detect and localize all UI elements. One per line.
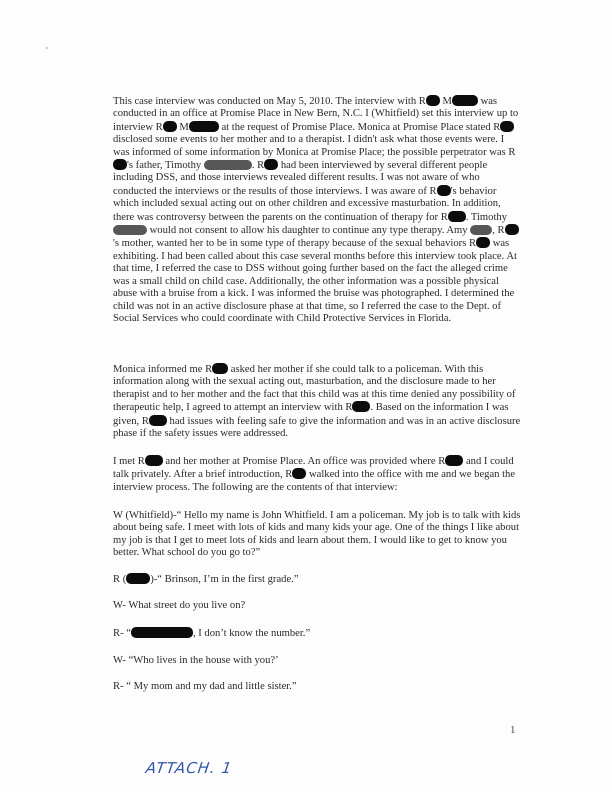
interview-line-school — [113, 573, 523, 585]
redaction-mark — [445, 455, 463, 466]
text-run: . Based on the information I was given, R — [113, 402, 509, 427]
text-run: R ( — [113, 574, 127, 585]
text-run: W- What street do you live on? — [113, 600, 246, 611]
redaction-mark — [126, 573, 150, 584]
text-run: M — [439, 96, 452, 107]
text-run: . R — [251, 160, 265, 172]
text-run: W (Whitfield)-“ Hello my name is John Whitfield. I am a policeman. My job is to talk with kids about being safe. I meet with lots of kids and many kids your age. One of the things I like about my job is that I get to meet lots of kids and learn about them. I would like to get to know you better. What school do you go to?” — [113, 510, 521, 559]
text-run: had been interviewed by several different people including DSS, and those interviews revealed different results. I was not aware of who conducted the interviews or the results of those interviews. I was aware of R — [113, 160, 488, 197]
interview-line-street-question — [113, 600, 523, 611]
redaction-mark — [448, 211, 466, 222]
text-run: 's behavior which included sexual acting out on other children and excessive masturbation. In addition, there was controversy between the parents on the continuation of therapy for R — [113, 185, 501, 223]
text-run: I met R — [113, 456, 145, 467]
redaction-mark — [149, 415, 167, 426]
interview-line-household-question — [113, 655, 523, 666]
text-run: )-“ Brinson, I’m in the first grade.” — [150, 574, 299, 585]
redaction-smudge — [470, 225, 492, 235]
interview-line-street-answer — [113, 627, 523, 639]
text-run: , R — [492, 225, 505, 237]
text-run: This case interview was conducted on May 5, 2010. The interview with R — [113, 96, 426, 107]
redaction-mark — [437, 185, 451, 196]
scan-speck — [46, 47, 48, 49]
text-run: and her mother at Promise Place. An office was provided where R — [162, 456, 446, 467]
text-run: disclosed some events to her mother and to a therapist. I didn't ask what those events were. I was informed of some information by Monica at Promise Place; the possible perpetrator was R — [113, 134, 516, 158]
text-run: at the request of Promise Place. Monica at Promise Place stated R — [218, 121, 501, 133]
text-run: M — [176, 121, 189, 133]
text-run: was conducted in an office at Promise Place in New Bern, N.C. I (Whitfield) set this interview up to interview R — [113, 96, 519, 133]
text-run: Monica informed me R — [113, 364, 213, 375]
paragraph-case-background — [113, 95, 523, 325]
text-run: . Timothy — [465, 211, 508, 223]
redaction-mark — [212, 363, 228, 374]
paragraph-interview-opening — [113, 510, 523, 560]
redaction-mark — [452, 95, 478, 106]
redaction-smudge — [113, 225, 147, 235]
redaction-mark — [264, 159, 278, 170]
text-run: R- “ — [113, 628, 131, 639]
text-run: was exhibiting. I had been called about this case several months before this interview took place. At that time, I referred the case to DSS without going further based on the fact the alleged crime was a small child on child case. Additionally, the other information was a possible physical abuse with a bruise from a kick. I was informed the bruise was photographed. I determined the child was not in an active disclosure phase at that time, so I referred the case to the Dept. of Social Services who could coordinate with Child Protective Services in Florida. — [113, 238, 517, 324]
redaction-mark — [292, 468, 306, 479]
redaction-mark — [476, 237, 490, 248]
page-number: 1 — [510, 724, 516, 736]
paragraph-monica-informed — [113, 363, 523, 440]
text-run: had issues with feeling safe to give the information and was in an active disclosure phase if the safety issues were addressed. — [113, 415, 521, 440]
text-run: 's mother, wanted her to be in some type of therapy because of the sexual behaviors R — [113, 238, 477, 250]
text-run: walked into the office with me and we began the interview process. The following are the contents of that interview: — [113, 469, 516, 493]
text-run: 's father, Timothy — [127, 160, 204, 172]
handwritten-attachment-note: ATTACH. 1 — [144, 759, 234, 777]
redaction-mark — [505, 224, 519, 235]
redaction-mark — [145, 455, 163, 466]
redaction-mark — [426, 95, 440, 106]
redaction-mark — [131, 627, 193, 638]
redaction-mark — [163, 121, 177, 132]
redaction-mark — [113, 159, 127, 170]
text-run: asked her mother if she could talk to a policeman. With this information along with the sexual acting out, masturbation, and the disclosure made to her therapist and to her mother and the fact that this child was at this time denied any possibility of therapeutic help, I agreed to attempt an interview with R — [113, 364, 516, 414]
text-run: would not consent to allow his daughter to continue any type therapy. Amy — [147, 225, 471, 237]
interview-line-household-answer — [113, 681, 523, 692]
text-run: R- “ My mom and my dad and little sister.” — [113, 681, 297, 692]
redaction-mark — [500, 121, 514, 132]
redaction-smudge — [204, 160, 252, 170]
text-run: , I don’t know the number.” — [192, 628, 311, 639]
paragraph-met-at-promise-place — [113, 455, 523, 494]
text-run: W- “Who lives in the house with you?’ — [113, 655, 279, 666]
redaction-mark — [352, 401, 370, 412]
text-run: and I could talk privately. After a brief introduction, R — [113, 456, 514, 481]
redaction-mark — [189, 121, 219, 132]
